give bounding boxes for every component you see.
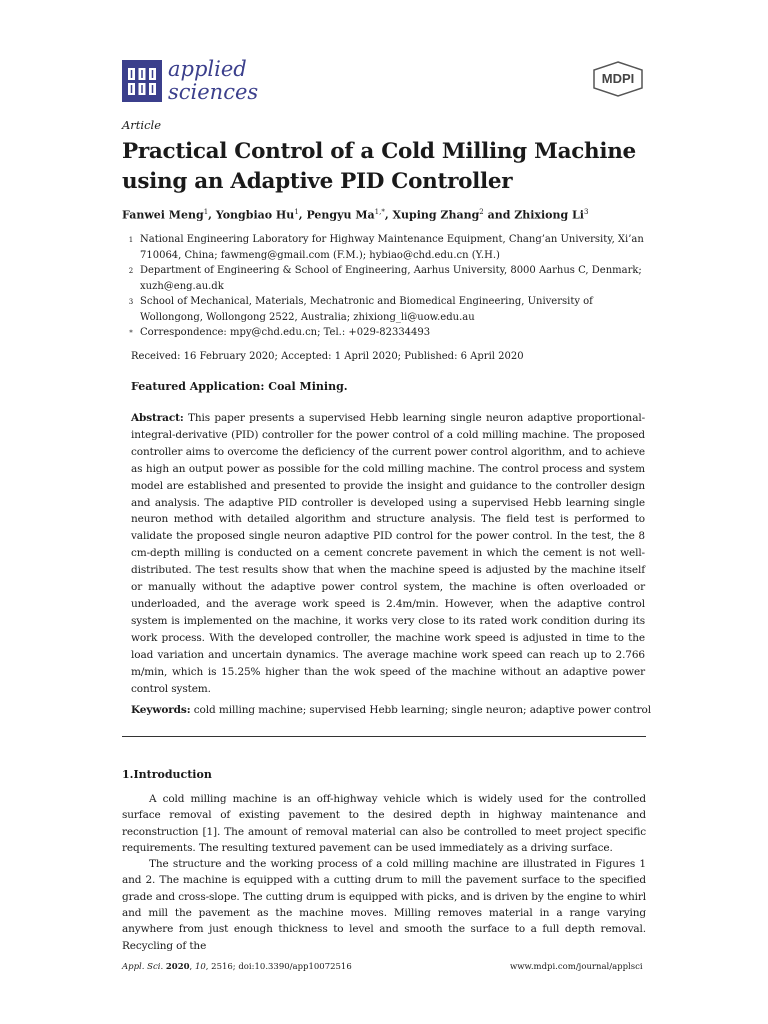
affiliation-mark: 2 [128,267,134,275]
author-name: Pengyu Ma [306,208,375,222]
section-heading: 1.Introduction [122,768,212,781]
article-type: Article [122,118,162,132]
footer-volume: 10 [194,962,206,972]
abstract-label: Abstract: [131,412,184,424]
footer-journal-abbr: Appl. Sci. [122,962,164,972]
author-affiliation-mark: 1,* [374,208,385,216]
paragraph: The structure and the working process of a cold milling machine are illustrated in Figures 1 and 2. The machine is equipped with a cutting drum to mill the pavement surface to the specified grade and cross-slope. The cutting drum is equipped with picks, and is driven by the engine to whirl and mill the pavement as the machine moves. Milling removes material in a range varying anywhere from just enough thickness to level and smooth the surface to a full depth removal. Recycling of the [122,858,646,952]
keywords-text: cold milling machine; supervised Hebb learning; single neuron; adaptive power control [193,704,652,716]
affiliation-text: School of Mechanical, Materials, Mechatronic and Biomedical Engineering, University of Wollongong, Wollongong 2522, Australia; zhixiong_li@uow.edu.au [140,296,593,323]
affiliation-text: National Engineering Laboratory for Highway Maintenance Equipment, Chang’an University, Xi’an 710064, China; fawmeng@gmail.com (F.M.); hybiao@chd.edu.cn (Y.H.) [140,234,644,261]
mdpi-logo-icon [592,61,644,97]
author-affiliation-mark: 2 [479,208,484,216]
affiliation-text: Department of Engineering & School of Engineering, Aarhus University, 8000 Aarhus C, Denmark; xuzh@eng.au.dk [140,265,642,292]
author-affiliation-mark: 3 [583,208,589,216]
featured-application: Featured Application: Coal Mining. [131,380,348,393]
journal-url-link[interactable]: www.mdpi.com/journal/applsci [510,962,643,972]
affiliation-mark: * [129,329,133,337]
abstract [131,410,645,697]
paragraph: A cold milling machine is an off-highway vehicle which is widely used for the controlled surface removal of existing pavement to the desired depth in highway maintenance and reconstruction [1]. The amount of removal material can also be controlled to meet project specific requirements. The resulting textured pavement can be used immediately as a driving surface. [122,793,646,854]
page-title: Practical Control of a Cold Milling Machine using an Adaptive PID Controller [122,139,636,194]
author-name: Xuping Zhang [392,208,480,222]
affiliation-item [122,263,647,294]
journal-name-line1: applied [168,57,247,81]
footer-doi: 2516; doi:10.3390/app10072516 [211,962,352,972]
footer-year: 2020 [165,962,190,972]
affiliation-text: Correspondence: mpy@chd.edu.cn; Tel.: +029-82334493 [140,327,431,338]
author-affiliation-mark: 1 [294,208,299,216]
abstract-text: This paper presents a supervised Hebb learning single neuron adaptive proportional-integral-derivative (PID) controller for the power control of a cold milling machine. The proposed controller aims to overcome the deficiency of the current power control algorithm, and to achieve as high an output power as possible for the cold milling machine. The control process and system model are established and presented to provide the insight and guidance to the controller design and analysis. The adaptive PID controller is developed using a supervised Hebb learning single neuron method with detailed algorithm and structure analysis. The field test is performed to validate the proposed single neuron adaptive PID control for the power control. In the test, the 8 cm-depth milling is conducted on a cement concrete pavement in which the cement is not well-distributed. The test results show that when the machine speed is adjusted by the machine itself or manually without the adaptive power control system, the machine is often overloaded or underloaded, and the average work speed is 2.4m/min. However, when the adaptive control system is implemented on the machine, it works very close to its rated work condition during its work process. With the developed controller, the machine work speed is adjusted in time to the load variation and uncertain dynamics. The average machine work speed can reach up to 2.766 m/min, which is 15.25% higher than the wok speed of the machine without an adaptive power control system. [131,412,646,695]
journal-name [168,58,258,104]
affiliation-item [122,232,647,263]
author-affiliation-mark: 1 [203,208,209,216]
section-body [122,791,646,954]
received-dates: Received: 16 February 2020; Accepted: 1 April 2020; Published: 6 April 2020 [131,351,524,362]
keywords-label: Keywords: [131,704,191,716]
author-list: Fanwei Meng$^1$, Yongbiao Hu$^1$, Pengyu $Ma^{1,*}$, Xuping Zhang$^2$ and Zhixiong Li$^3$ [122,208,589,222]
affiliation-item [122,325,647,342]
journal-name-line2: sciences [168,80,259,104]
keywords [131,704,651,716]
section-divider [122,736,646,737]
affiliation-mark: 3 [128,298,134,306]
affiliation-item [122,294,647,325]
author-name: Yongbiao Hu [215,208,295,222]
applied-sciences-logo-icon [122,60,162,102]
affiliation-mark: 1 [128,236,134,244]
affiliation-list [122,232,647,342]
citation-footer: Appl. Sci. 2020, 10, 2516; doi:10.3390/app10072516 [122,962,352,972]
author-name: Fanwei Meng [122,208,204,222]
author-name: Zhixiong Li [514,208,584,222]
publisher-name: MDPI [601,71,635,86]
